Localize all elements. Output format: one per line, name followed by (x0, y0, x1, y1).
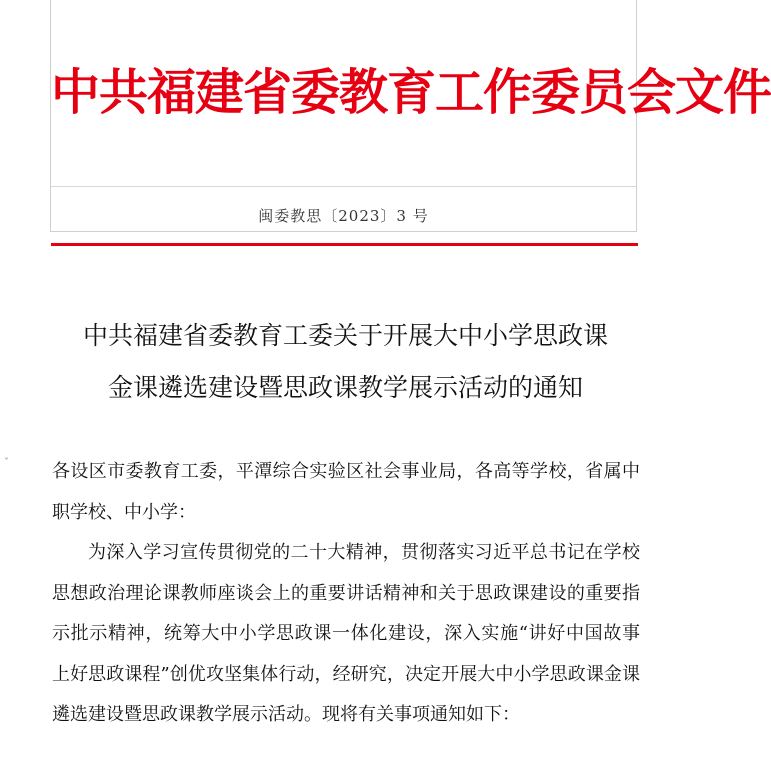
header-divider (51, 186, 636, 187)
document-number: 闽委教思〔2023〕3 号 (258, 207, 429, 225)
document-title: 中共福建省委教育工作委员会文件 (51, 64, 771, 121)
notice-title-line-2: 金课遴选建设暨思政课教学展示活动的通知 (107, 373, 583, 402)
red-separator-line (51, 243, 638, 246)
document-header (50, 0, 771, 232)
addressee-paragraph: 各设区市委教育工委，平潭综合实验区社会事业局，各高等学校，省属中职学校、中小学： (52, 461, 640, 523)
body-paragraph-1: 为深入学习宣传贯彻党的二十大精神，贯彻落实习近平总书记在学校思想政治理论课教师座谈会上的重要讲话精神和关于思政课建设的重要指示批示精神，统筹大中小学思政课一体化建设，深入实施“讲好中国故事 上好思政课程”创优攻坚集体行动，经研究，决定开展大中小学思政课金课遴选建设暨思政课教学展示活动。现将有关事项通知如下： (52, 542, 640, 725)
notice-body (52, 452, 640, 736)
notice-title-line-1: 中共福建省委教育工委关于开展大中小学思政课 (82, 321, 608, 350)
notice-title (40, 310, 651, 414)
margin-mark: ˇ (4, 458, 9, 469)
